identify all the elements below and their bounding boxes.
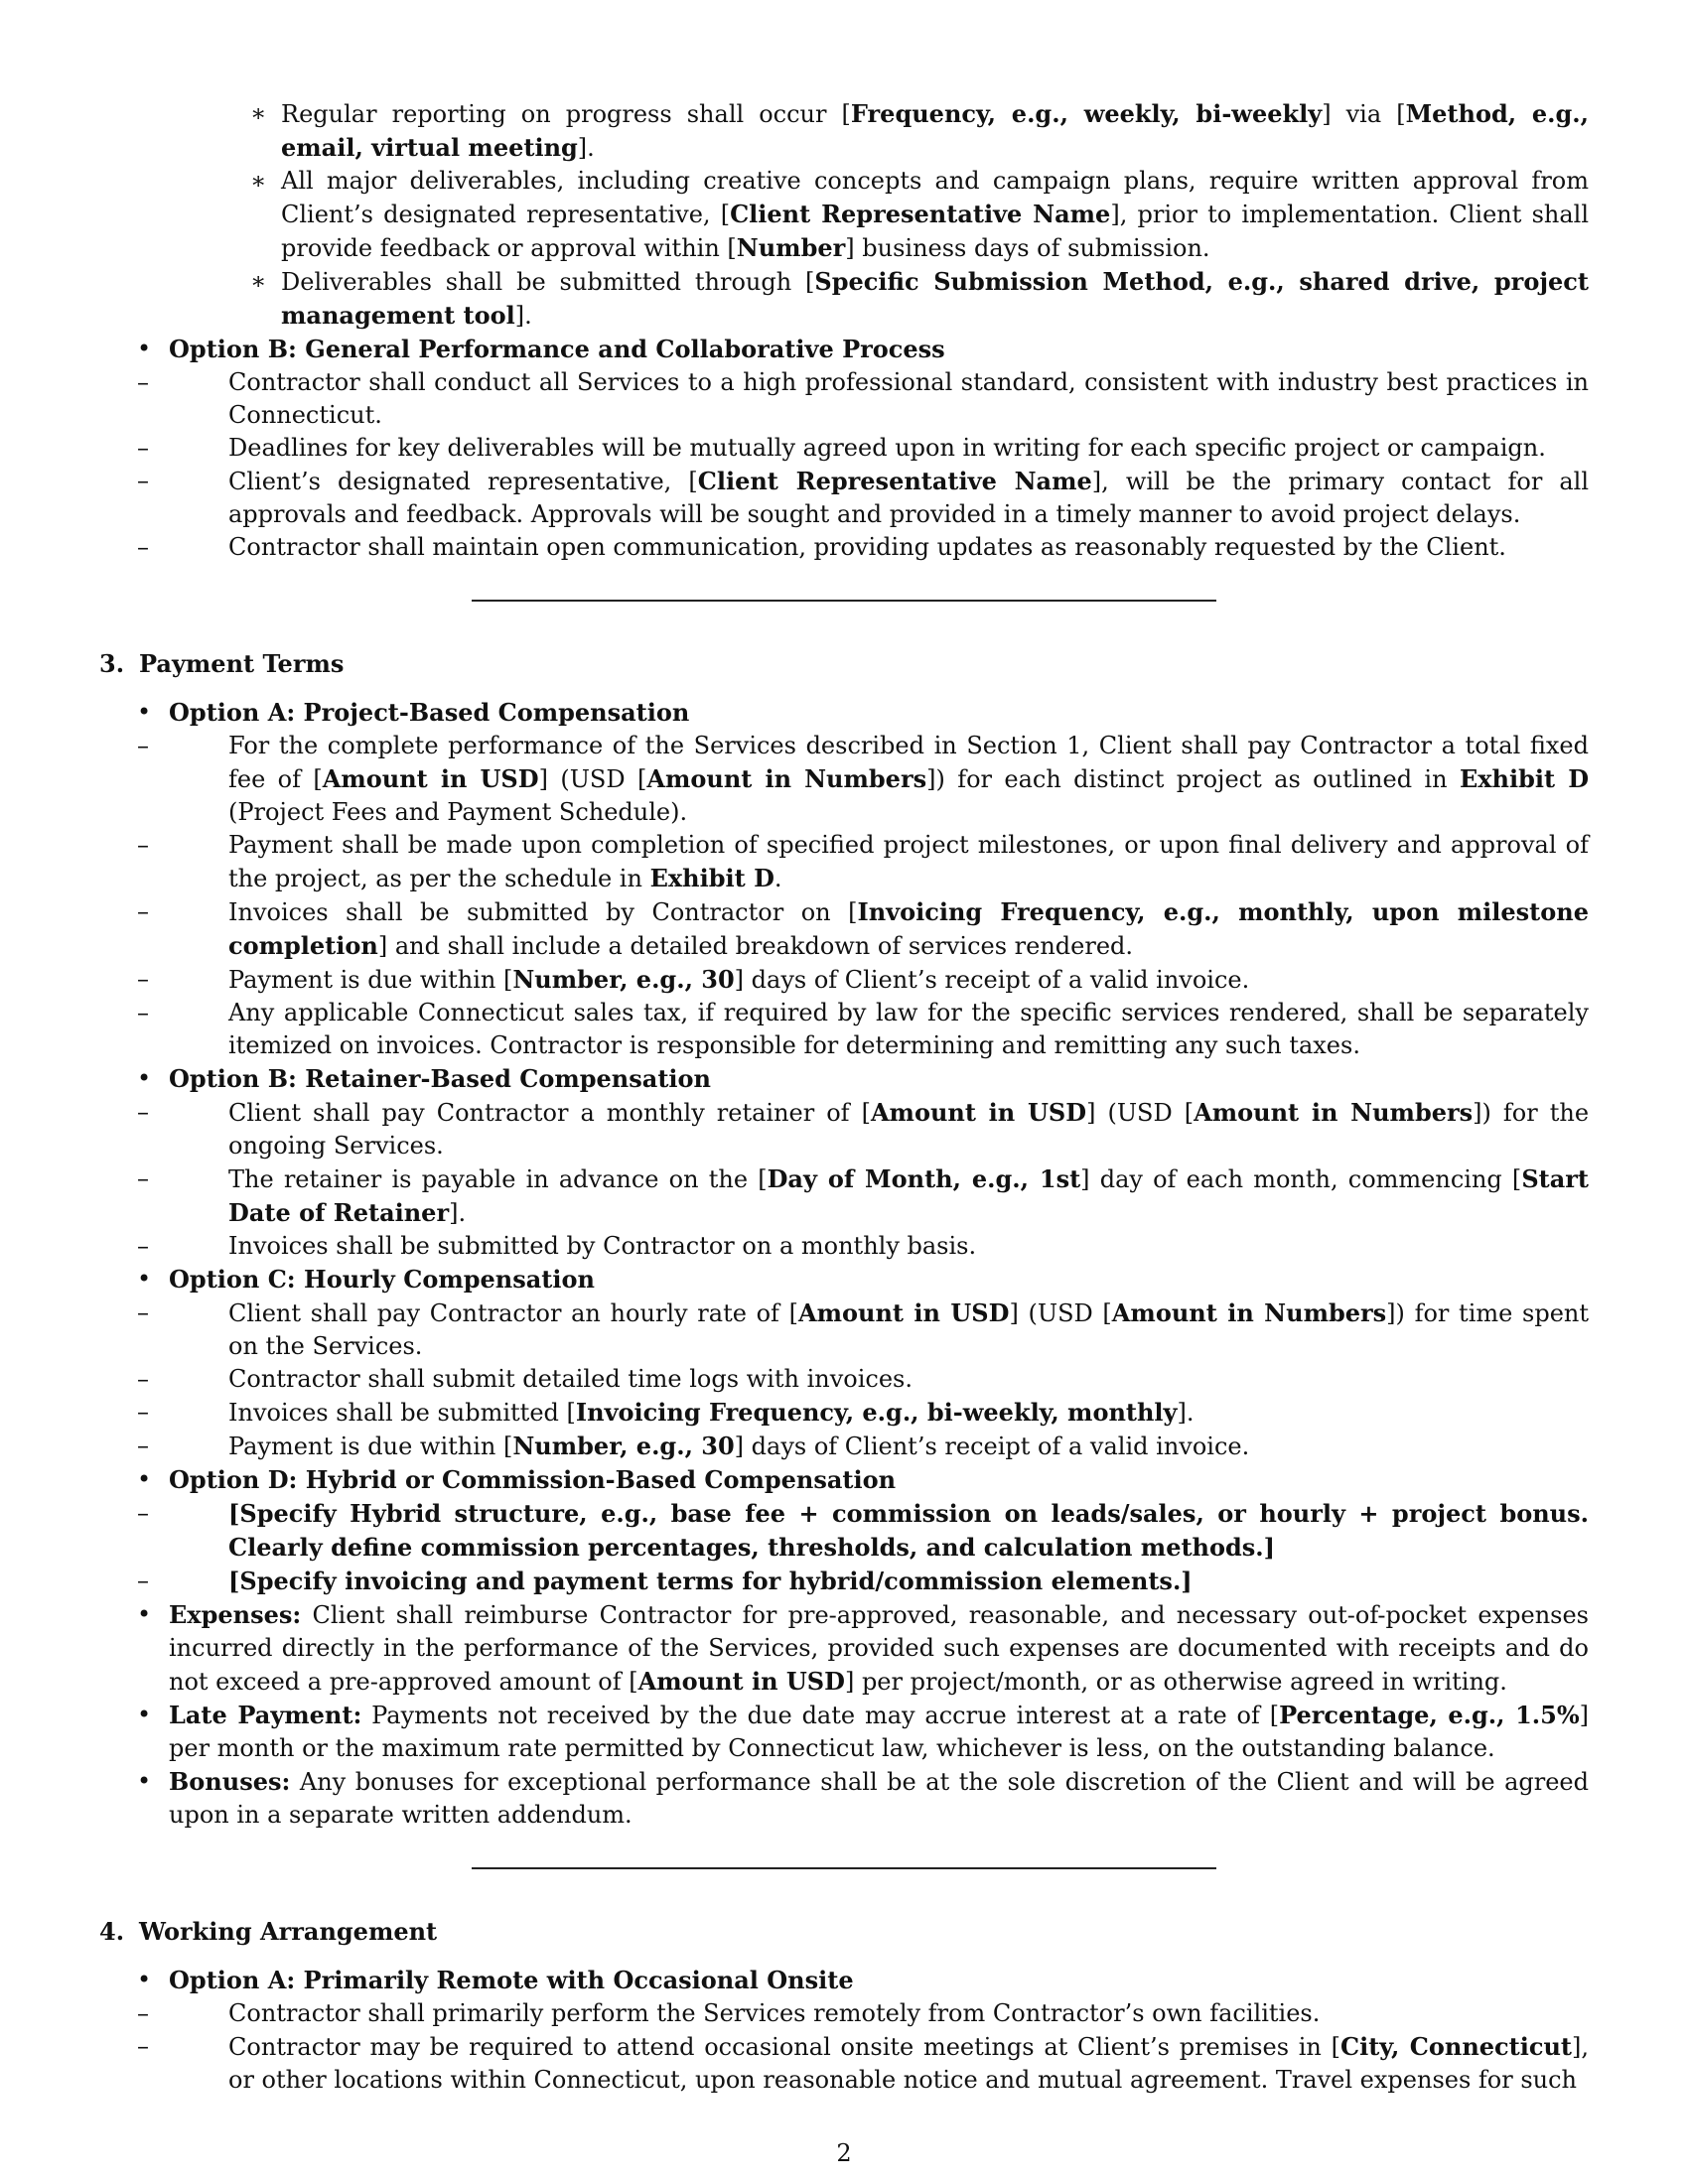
option-item — [99, 696, 1589, 1062]
sub-item — [99, 1230, 1589, 1263]
bullet-marker: • — [137, 335, 152, 362]
list-marker: – — [137, 897, 149, 925]
list-item-text: Contractor shall submit detailed time logs with invoices. — [228, 1365, 914, 1393]
placeholder-field: Start Date of Retainer — [228, 1164, 1590, 1227]
placeholder-field: Exhibit D — [649, 864, 774, 892]
list-item-text: Regular reporting on progress shall occur [Frequency, e.g., weekly, bi-weekly] via [Method, e.g., email, virtual meeting]. — [281, 99, 1589, 162]
option-heading: Option A: Project-Based Compensation — [169, 698, 690, 727]
option-item — [99, 1463, 1589, 1598]
placeholder-field: Amount in Numbers — [646, 764, 927, 793]
placeholder-field: Expenses: — [169, 1600, 302, 1629]
bullet-marker: • — [137, 1465, 152, 1493]
sub-item — [99, 730, 1589, 829]
option-heading: Option D: Hybrid or Commission-Based Compensation — [169, 1465, 897, 1494]
list-marker: – — [137, 434, 149, 462]
list-item-text: All major deliverables, including creative concepts and campaign plans, require written approval from Client’s designated representative, [Client Representative Name], prior to implementation. Client shall provide feedback or approval within [Number] business days of submission. — [281, 167, 1589, 262]
section-number: 3. — [99, 649, 125, 678]
list-marker: – — [137, 467, 149, 494]
list-marker: ∗ — [250, 99, 267, 127]
section-title: Payment Terms — [139, 649, 345, 678]
list-marker: – — [137, 1499, 149, 1527]
placeholder-field: Amount in USD — [870, 1098, 1087, 1127]
placeholder-field: Amount in USD — [797, 1298, 1010, 1327]
option-b-general-list — [99, 366, 1589, 564]
bullet-marker: • — [137, 1966, 152, 1993]
list-item-text: Client shall pay Contractor an hourly rate of [Amount in USD] (USD [Amount in Numbers]) for time spent on the Services. — [228, 1298, 1590, 1360]
sub-item — [99, 531, 1589, 564]
placeholder-field: Number — [736, 233, 846, 262]
placeholder-field: Number, e.g., 30 — [512, 965, 735, 994]
placeholder-field: Number, e.g., 30 — [512, 1432, 735, 1460]
list-marker: • — [137, 1600, 152, 1628]
sub-item — [99, 1363, 1589, 1396]
page-number: 2 — [836, 2139, 852, 2167]
option-heading: Option A: Primarily Remote with Occasional Onsite — [169, 1966, 854, 1994]
placeholder-field: [Specify invoicing and payment terms for hybrid/commission elements.] — [228, 1567, 1193, 1595]
sub-item — [99, 2030, 1589, 2097]
list-item-text: Bonuses: Any bonuses for exceptional performance shall be at the sole discretion of the Client and will be agreed upon in a separate written addendum. — [169, 1767, 1589, 1829]
list-item-text — [228, 1565, 1589, 1598]
sub-item — [99, 1162, 1589, 1230]
sub-item — [99, 1997, 1589, 2030]
intro-sublist — [99, 97, 1589, 333]
section-3-heading — [99, 647, 1589, 680]
list-item-text: Payment is due within [Number, e.g., 30] days of Client’s receipt of a valid invoice. — [228, 1432, 1250, 1460]
placeholder-field: Percentage, e.g., 1.5% — [1279, 1701, 1580, 1729]
list-item-text: Payment shall be made upon completion of specified project milestones, or upon final delivery and approval of the project, as per the schedule in Exhibit D. — [228, 831, 1589, 892]
placeholder-field: Amount in Numbers — [1111, 1298, 1387, 1327]
placeholder-field: Frequency, e.g., weekly, bi-weekly — [850, 99, 1323, 128]
placeholder-field: Late Payment: — [169, 1701, 362, 1729]
list-item-text: Invoices shall be submitted by Contractor on a monthly basis. — [228, 1232, 977, 1260]
list-item-text: The retainer is payable in advance on the [Day of Month, e.g., 1st] day of each month, commencing [Start Date of Retainer]. — [228, 1164, 1590, 1227]
list-marker: – — [137, 732, 149, 759]
nested-item — [99, 97, 1589, 165]
nested-item — [99, 165, 1589, 265]
nested-item — [99, 265, 1589, 333]
bullet-marker: • — [137, 698, 152, 726]
list-marker: – — [137, 1398, 149, 1426]
list-item-text: Invoices shall be submitted [Invoicing Frequency, e.g., bi-weekly, monthly]. — [228, 1398, 1195, 1427]
option-item — [99, 1062, 1589, 1263]
list-marker: – — [137, 368, 149, 396]
option-heading: Option B: General Performance and Collaborative Process — [169, 335, 945, 363]
list-marker: • — [137, 1767, 152, 1795]
list-marker: – — [137, 1432, 149, 1459]
list-item-text: Late Payment: Payments not received by the due date may accrue interest at a rate of [Percentage, e.g., 1.5%] per month or the maximum rate permitted by Connecticut law, whichever is less, on the outstanding balance. — [169, 1701, 1590, 1762]
section-4-options — [99, 1964, 1589, 2097]
section-title: Working Arrangement — [139, 1917, 438, 1946]
list-item-text: Contractor shall maintain open communication, providing updates as reasonably requested by the Client. — [228, 533, 1506, 561]
option-heading: Option C: Hourly Compensation — [169, 1265, 595, 1294]
list-marker: – — [137, 999, 149, 1026]
bullet-marker: • — [137, 1064, 152, 1092]
list-marker: – — [137, 965, 149, 993]
sub-item — [99, 465, 1589, 531]
list-item-text: Contractor shall conduct all Services to a high professional standard, consistent with industry best practices in Connecticut. — [228, 368, 1589, 429]
sub-item — [99, 1565, 1589, 1598]
list-item-text: Client shall pay Contractor a monthly retainer of [Amount in USD] (USD [Amount in Numbers]) for the ongoing Services. — [228, 1098, 1590, 1160]
placeholder-field: Specific Submission Method, e.g., shared drive, project management tool — [281, 267, 1589, 330]
sub-item — [99, 1497, 1589, 1565]
section-divider — [472, 600, 1216, 602]
list-item-text: Any applicable Connecticut sales tax, if required by law for the specific services rendered, shall be separately itemized on invoices. Contractor is responsible for determining and remitting any such taxes. — [228, 999, 1589, 1059]
sub-item — [99, 1430, 1589, 1463]
list-marker: – — [137, 2032, 149, 2060]
placeholder-field: Invoicing Frequency, e.g., monthly, upon milestone completion — [228, 897, 1589, 960]
bullet-marker: • — [137, 1265, 152, 1293]
placeholder-field: Client Representative Name — [697, 467, 1092, 495]
placeholder-field: Bonuses: — [169, 1767, 291, 1796]
placeholder-field: [Specify Hybrid structure, e.g., base fee + commission on leads/sales, or hourly + project bonus. Clearly define commission percentages, thresholds, and calculation methods.] — [228, 1499, 1589, 1562]
placeholder-field: Day of Month, e.g., 1st — [767, 1164, 1081, 1193]
section-4-heading — [99, 1915, 1589, 1948]
placeholder-field: Invoicing Frequency, e.g., bi-weekly, monthly — [575, 1398, 1178, 1427]
placeholder-field: Amount in USD — [322, 764, 539, 793]
section-number: 4. — [99, 1917, 125, 1946]
list-item-text: Contractor may be required to attend occasional onsite meetings at Client’s premises in [City, Connecticut], or other locations within Connecticut, upon reasonable notice and mutual agreement. Travel expenses for such — [228, 2032, 1590, 2094]
list-marker: – — [137, 1098, 149, 1126]
list-marker: – — [137, 1999, 149, 2027]
list-item-text: Expenses: Client shall reimburse Contractor for pre-approved, reasonable, and necessary out-of-pocket expenses incurred directly in the performance of the Services, provided such expenses are documented with receipts and do not exceed a pre-approved amount of [Amount in USD] per project/month, or as otherwise agreed in writing. — [169, 1600, 1589, 1696]
list-marker: – — [137, 1232, 149, 1260]
list-marker: – — [137, 1164, 149, 1192]
list-marker: ∗ — [250, 267, 267, 295]
section-3-options — [99, 696, 1589, 1598]
list-marker: • — [137, 1701, 152, 1728]
sub-item — [99, 1096, 1589, 1162]
placeholder-field: Method, e.g., email, virtual meeting — [281, 99, 1589, 162]
sub-item — [99, 997, 1589, 1062]
list-marker: – — [137, 831, 149, 859]
placeholder-field: City, Connecticut — [1340, 2032, 1573, 2061]
placeholder-field: Client Representative Name — [730, 200, 1111, 228]
section-divider — [472, 1867, 1216, 1869]
option-item — [99, 1263, 1589, 1463]
option-heading: Option B: Retainer-Based Compensation — [169, 1064, 711, 1093]
list-item-text: Contractor shall primarily perform the Services remotely from Contractor’s own facilities. — [228, 1999, 1321, 2027]
option-b-general-item — [99, 333, 1589, 564]
list-item-text: Deliverables shall be submitted through [Specific Submission Method, e.g., shared drive, project management tool]. — [281, 267, 1589, 330]
document-page — [99, 97, 1589, 2097]
list-marker: – — [137, 533, 149, 561]
term-item — [99, 1598, 1589, 1699]
sub-item — [99, 366, 1589, 432]
sub-item — [99, 895, 1589, 963]
list-item-text: Payment is due within [Number, e.g., 30] days of Client’s receipt of a valid invoice. — [228, 965, 1250, 994]
list-item-text: Deadlines for key deliverables will be mutually agreed upon in writing for each specific project or campaign. — [228, 434, 1546, 462]
list-item-text: Client’s designated representative, [Client Representative Name], will be the primary contact for all approvals and feedback. Approvals will be sought and provided in a timely manner to avoid project delays. — [228, 467, 1590, 528]
list-item-text: For the complete performance of the Services described in Section 1, Client shall pay Contractor a total fixed fee of [Amount in USD] (USD [Amount in Numbers]) for each distinct project as outlined in Exhibit D (Project Fees and Payment Schedule). — [228, 732, 1590, 826]
term-item — [99, 1699, 1589, 1765]
sub-item — [99, 432, 1589, 465]
sub-item — [99, 829, 1589, 895]
section-3-extras — [99, 1598, 1589, 1832]
list-marker: – — [137, 1365, 149, 1393]
list-marker: – — [137, 1298, 149, 1326]
placeholder-field: Exhibit D — [1459, 764, 1590, 793]
option-item — [99, 1964, 1589, 2097]
sub-item — [99, 1297, 1589, 1363]
sub-item — [99, 1396, 1589, 1430]
list-item-text: Invoices shall be submitted by Contractor on [Invoicing Frequency, e.g., monthly, upon milestone completion] and shall include a detailed breakdown of services rendered. — [228, 897, 1589, 960]
sub-item — [99, 963, 1589, 997]
placeholder-field: Amount in Numbers — [1194, 1098, 1474, 1127]
list-marker: – — [137, 1567, 149, 1594]
term-item — [99, 1765, 1589, 1832]
placeholder-field: Amount in USD — [637, 1667, 845, 1696]
list-marker: ∗ — [250, 167, 267, 195]
list-item-text — [228, 1497, 1589, 1565]
